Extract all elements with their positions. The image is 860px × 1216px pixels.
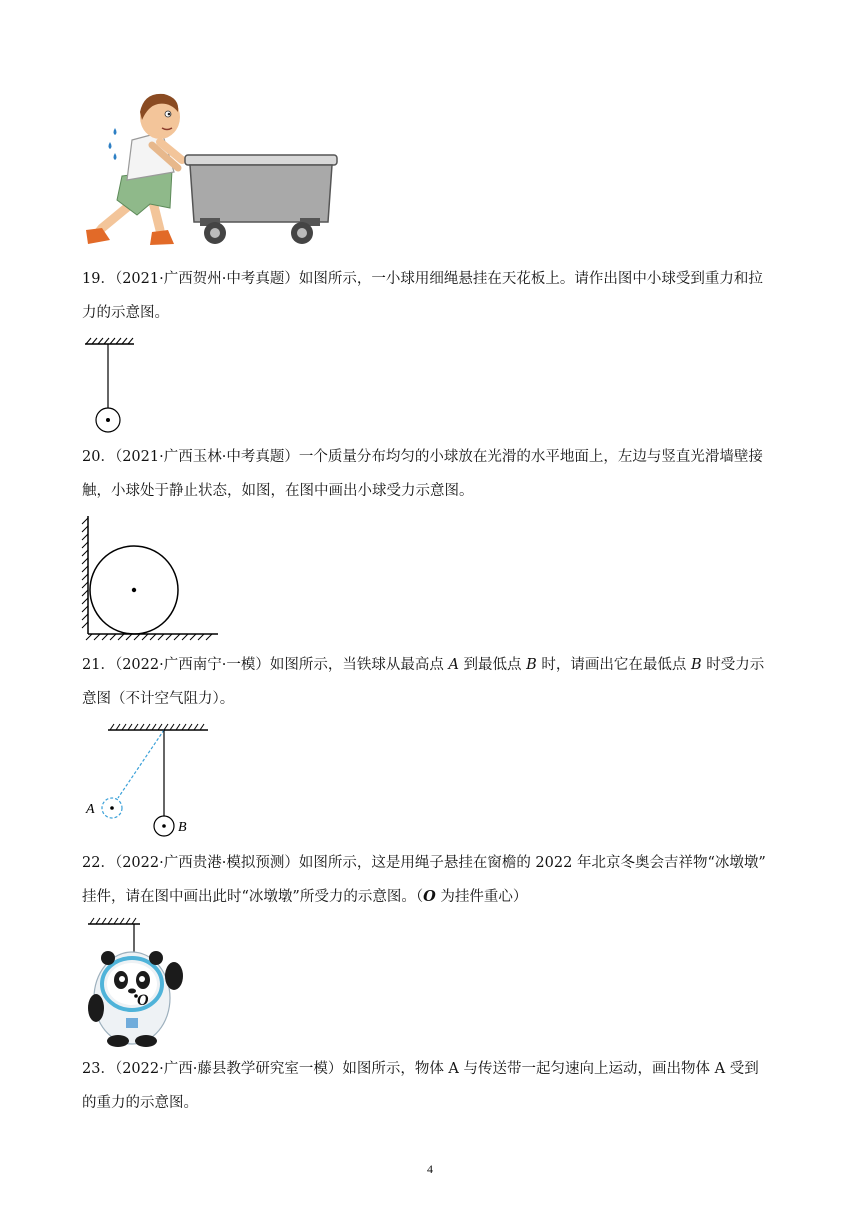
question-text-line2: 意图（不计空气阻力）。: [82, 691, 235, 707]
question-source: （2022·广西南宁·一模）: [114, 657, 270, 673]
question-source: （2021·广西玉林·中考真题）: [114, 449, 299, 465]
sweat-drop-icon: [114, 128, 117, 135]
question-text: 如图所示，物体 A 与传送带一起匀速向上运动，画出物体 A 受到: [342, 1061, 759, 1077]
question-text-line2: 触，小球处于静止状态，如图，在图中画出小球受力示意图。: [82, 483, 474, 499]
question-23: [82, 1052, 782, 1120]
question-19: [82, 262, 782, 330]
question-20: [82, 440, 782, 508]
question-number: 21．: [82, 657, 115, 673]
question-number: 19．: [82, 271, 115, 287]
question-text: 如图所示，一小球用细绳悬挂在天花板上。请作出图中小球受到重力和拉: [298, 271, 763, 287]
question-text-line2: 的重力的示意图。: [82, 1095, 198, 1111]
point-label-b: B: [178, 820, 187, 835]
ball-wall-floor-figure: [80, 512, 220, 642]
question-text: 如图所示，这是用绳子悬挂在窗檐的 2022 年北京冬奥会吉祥物“冰墩墩”: [298, 855, 766, 871]
center-of-gravity-label: O: [137, 992, 149, 1009]
question-22: 22．（2022·广西贵港·模拟预测）如图所示，这是用绳子悬挂在窗檐的 2022 年北京冬奥会吉祥物“冰墩墩” 挂件，请在图中画出此时“冰墩墩”所受力的示意图。（O 为挂件重心）: [82, 855, 766, 905]
page-number: 4: [427, 1162, 433, 1176]
hanging-ball-figure: [82, 336, 142, 436]
pendulum-figure: [82, 720, 212, 842]
question-text-line2: 力的示意图。: [82, 305, 169, 321]
boy-pushing-cart-figure: [82, 90, 344, 250]
question-source: （2022·广西贵港·模拟预测）: [114, 855, 299, 871]
question-number: 22．: [82, 855, 115, 871]
question-number: 23．: [82, 1061, 115, 1077]
question-text: 一个质量分布均匀的小球放在光滑的水平地面上，左边与竖直光滑墙壁接: [298, 449, 763, 465]
bing-dwen-dwen-figure: [84, 916, 194, 1048]
question-21: 21．（2022·广西南宁·一模）如图所示，当铁球从最高点 A 到最低点 B 时，请画出它在最低点 B 时受力示 意图（不计空气阻力）。: [82, 648, 782, 716]
question-source: （2021·广西贺州·中考真题）: [114, 271, 299, 287]
question-number: 20．: [82, 449, 115, 465]
point-label-a: A: [86, 802, 95, 817]
question-source: （2022·广西·藤县教学研究室一模）: [114, 1061, 343, 1077]
